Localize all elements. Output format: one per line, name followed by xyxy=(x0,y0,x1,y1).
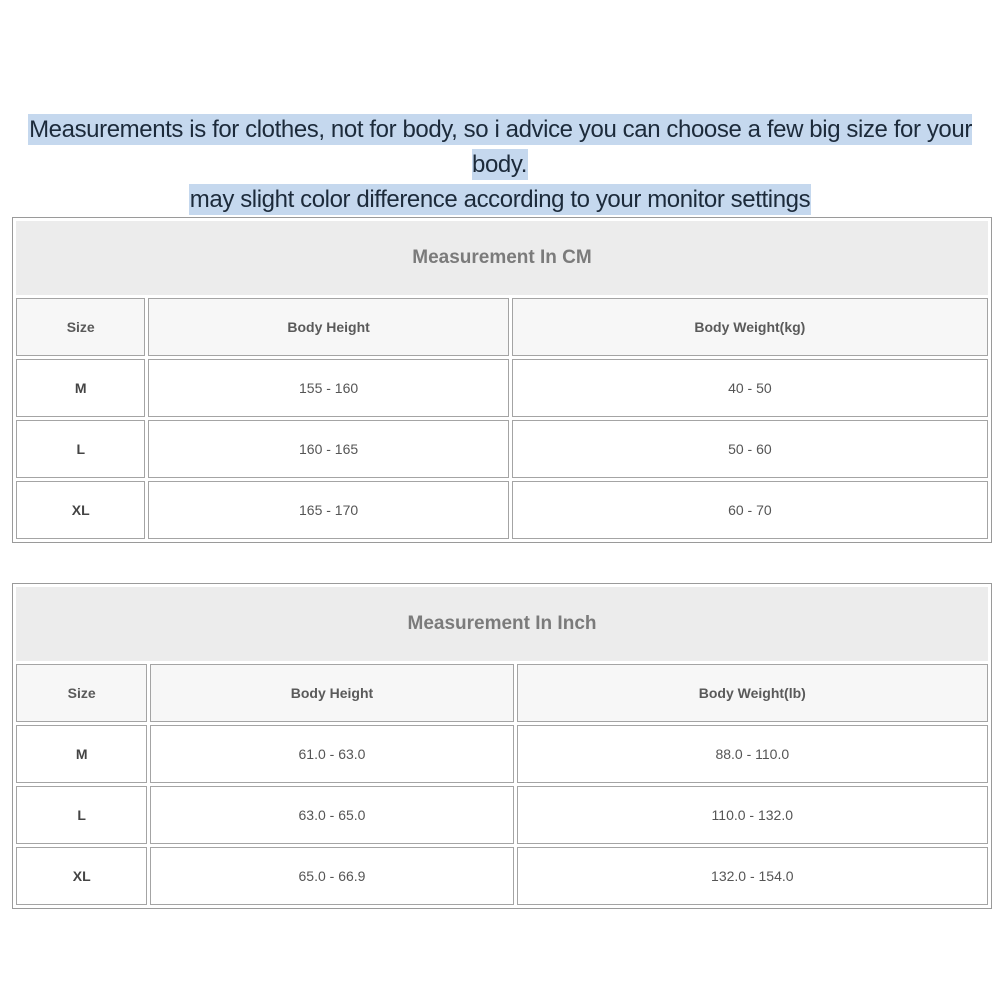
size-cell: XL xyxy=(16,481,145,539)
height-cell: 63.0 - 65.0 xyxy=(150,786,513,844)
column-header-body-height: Body Height xyxy=(150,664,513,722)
column-header-body-weight: Body Weight(lb) xyxy=(517,664,988,722)
table-row xyxy=(16,481,988,539)
height-cell: 61.0 - 63.0 xyxy=(150,725,513,783)
table-row xyxy=(16,420,988,478)
column-header-body-height: Body Height xyxy=(148,298,508,356)
weight-cell: 40 - 50 xyxy=(512,359,988,417)
weight-cell: 132.0 - 154.0 xyxy=(517,847,988,905)
notice-line-2: may slight color difference according to your monitor settings xyxy=(189,186,811,213)
column-header-size: Size xyxy=(16,298,145,356)
table-title: Measurement In CM xyxy=(16,221,988,295)
size-notice xyxy=(0,112,1000,217)
table-title: Measurement In Inch xyxy=(16,587,988,661)
weight-cell: 50 - 60 xyxy=(512,420,988,478)
size-cell: L xyxy=(16,786,147,844)
size-cell: L xyxy=(16,420,145,478)
height-cell: 160 - 165 xyxy=(148,420,508,478)
height-cell: 65.0 - 66.9 xyxy=(150,847,513,905)
height-cell: 155 - 160 xyxy=(148,359,508,417)
size-cell: XL xyxy=(16,847,147,905)
column-header-body-weight: Body Weight(kg) xyxy=(512,298,988,356)
measurement-table-inch xyxy=(12,583,992,909)
table-row xyxy=(16,786,988,844)
table-row xyxy=(16,847,988,905)
weight-cell: 110.0 - 132.0 xyxy=(517,786,988,844)
column-header-size: Size xyxy=(16,664,147,722)
table-row xyxy=(16,725,988,783)
weight-cell: 88.0 - 110.0 xyxy=(517,725,988,783)
measurement-table-cm xyxy=(12,217,992,543)
table-row xyxy=(16,359,988,417)
weight-cell: 60 - 70 xyxy=(512,481,988,539)
height-cell: 165 - 170 xyxy=(148,481,508,539)
size-cell: M xyxy=(16,359,145,417)
notice-line-1: Measurements is for clothes, not for body, so i advice you can choose a few big size for your body. xyxy=(29,116,972,178)
size-cell: M xyxy=(16,725,147,783)
